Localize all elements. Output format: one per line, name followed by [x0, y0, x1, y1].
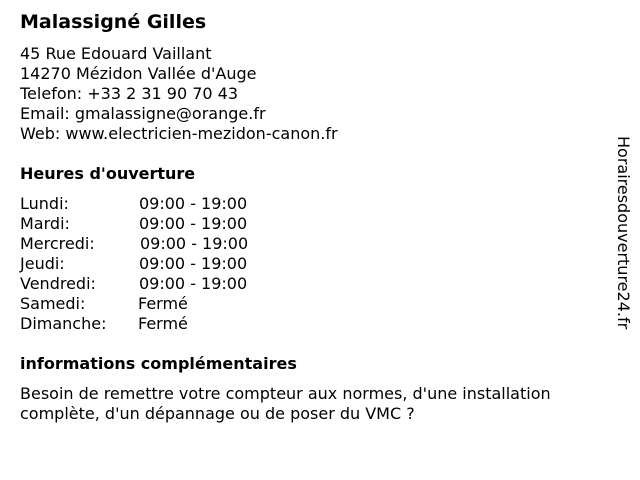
- day-hours: 09:00 - 19:00: [139, 214, 248, 233]
- hours-row-friday: [20, 274, 320, 294]
- day-hours: Fermé: [138, 294, 188, 313]
- day-label: Mardi:: [20, 214, 70, 233]
- day-label: Vendredi:: [20, 274, 96, 293]
- day-hours: 09:00 - 19:00: [140, 234, 249, 253]
- day-hours: Fermé: [138, 314, 188, 333]
- address-city: 14270 Mézidon Vallée d'Auge: [20, 64, 257, 83]
- day-hours: 09:00 - 19:00: [139, 194, 248, 213]
- day-label: Mercredi:: [20, 234, 95, 253]
- opening-hours-heading: Heures d'ouverture: [20, 164, 196, 183]
- email-text: Email: gmalassigne@orange.fr: [20, 104, 266, 123]
- hours-row-wednesday: [20, 234, 320, 254]
- contact-block: [20, 44, 338, 144]
- additional-info-heading: informations complémentaires: [20, 354, 297, 373]
- hours-row-thursday: [20, 254, 320, 274]
- address-street: 45 Rue Edouard Vaillant: [20, 44, 212, 63]
- website-text: Web: www.electricien-mezidon-canon.fr: [20, 124, 338, 143]
- hours-row-saturday: [20, 294, 320, 314]
- phone-text: Telefon: +33 2 31 90 70 43: [20, 84, 239, 103]
- hours-row-tuesday: [20, 214, 320, 234]
- opening-hours-table: [20, 194, 320, 334]
- additional-info-text: [20, 384, 620, 424]
- day-label: Lundi:: [20, 194, 69, 213]
- site-watermark: Horairesdouverture24.fr: [614, 136, 633, 330]
- day-label: Samedi:: [20, 294, 86, 313]
- day-hours: 09:00 - 19:00: [139, 274, 248, 293]
- hours-row-monday: [20, 194, 320, 214]
- day-hours: 09:00 - 19:00: [139, 254, 248, 273]
- day-label: Dimanche:: [20, 314, 107, 333]
- additional-info-line: complète, d'un dépannage ou de poser du VMC ?: [20, 404, 415, 423]
- additional-info-line: Besoin de remettre votre compteur aux normes, d'une installation: [20, 384, 551, 403]
- hours-row-sunday: [20, 314, 320, 334]
- business-name: Malassigné Gilles: [20, 11, 207, 33]
- day-label: Jeudi:: [20, 254, 65, 273]
